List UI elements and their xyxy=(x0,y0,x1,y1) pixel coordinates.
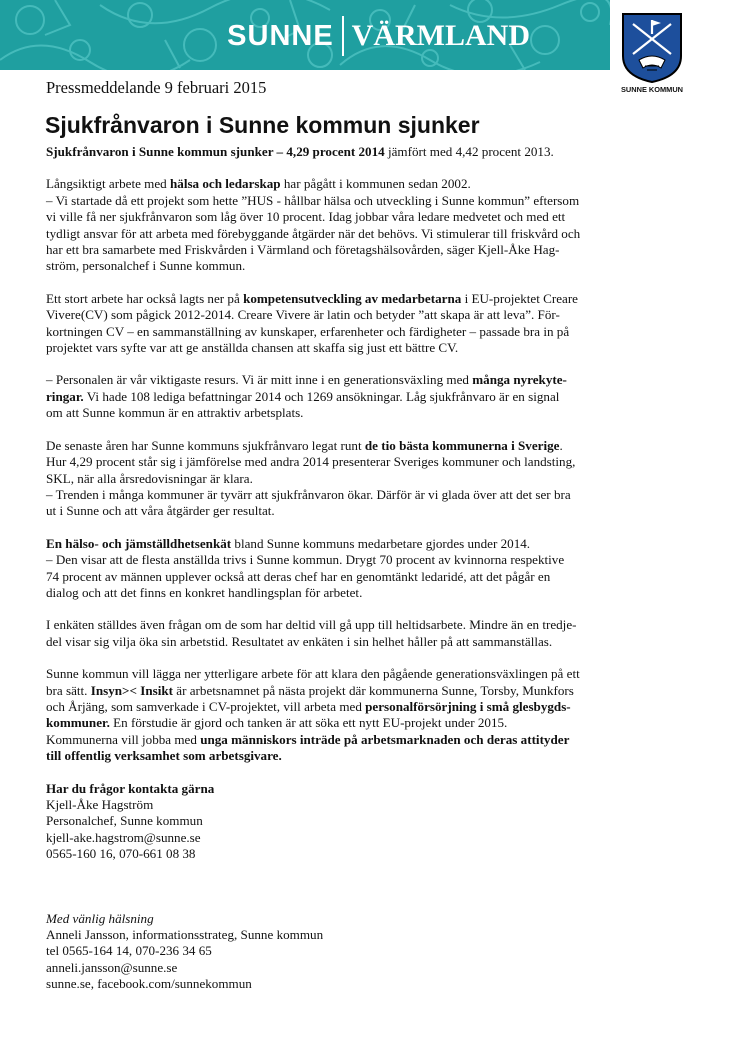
signoff-phone: tel 0565-164 14, 070-236 34 65 xyxy=(46,943,212,959)
text-line xyxy=(46,176,646,192)
text-line: dialog och att det finns en konkret handlingsplan för arbetet. xyxy=(46,584,363,600)
contact-phone: 0565-160 16, 070-661 08 38 xyxy=(46,846,196,862)
text-line: jämfört med 4,42 procent 2013. xyxy=(384,144,554,159)
text-line: projektet vars syfte var att ge anställda chansen att skaffa sig just ett bättre CV. xyxy=(46,340,459,356)
text-line: 74 procent av männen upplever också att deras chef har en genomtänkt ledaridé, att det pågår en xyxy=(46,568,551,584)
brand-varmland: VÄRMLAND xyxy=(351,19,530,52)
text-line: kortningen CV – en sammanställning av kunskaper, erfarenheter och färdigheter – passade bra in på xyxy=(46,323,570,339)
text-line xyxy=(46,715,646,731)
text-line: – Trenden i många kommuner är tyvärr att sjukfrånvaron ökar. Därför är vi glada över att det ser bra xyxy=(46,486,571,502)
text-line xyxy=(46,732,646,748)
text-line: SKL, när alla årsredovisningar är klara. xyxy=(46,470,253,486)
text-line xyxy=(46,438,646,454)
text-line: I enkäten ställdes även frågan om de som har deltid vill gå upp till heltidsarbete. Mindre än en tredje- xyxy=(46,617,577,633)
text-line: och Årjäng, som samverkade i CV-projektet, vill arbeta med xyxy=(46,698,366,714)
text-line xyxy=(46,911,646,927)
text-line: många nyrekyte- xyxy=(472,372,567,388)
text-line: En hälso- och jämställdhetsenkät xyxy=(46,535,232,551)
contact-email[interactable]: kjell-ake.hagstrom@sunne.se xyxy=(46,829,201,845)
contact-role: Personalchef, Sunne kommun xyxy=(46,813,203,829)
text-line: kommuner. xyxy=(46,715,110,731)
text-line: En förstudie är gjord och tanken är att söka ett nytt EU-projekt under 2015. xyxy=(109,715,508,731)
signoff-greeting: Med vänlig hälsning xyxy=(46,910,154,926)
brand-separator xyxy=(342,16,344,56)
text-line: Långsiktigt arbete med xyxy=(46,176,170,192)
text-line: unga människors inträde på arbetsmarknaden och deras attityder xyxy=(200,731,570,747)
page-title: Sjukfrånvaron i Sunne kommun sjunker xyxy=(45,112,480,138)
text-line: – Personalen är vår viktigaste resurs. Vi är mitt inne i en generationsväxling med xyxy=(46,372,473,388)
text-line: Sjukfrånvaron i Sunne kommun sjunker – 4,29 procent 2014 xyxy=(46,144,385,159)
paragraph-3 xyxy=(46,372,646,421)
text-line xyxy=(46,372,646,388)
text-line: tydligt ansvar för att arbeta med förebyggande åtgärder när det behövs. Vi stimulerar till friskvård och xyxy=(46,225,581,241)
text-line: – Den visar att de flesta anställda trivs i Sunne kommun. Drygt 70 procent av kvinnorna respektive xyxy=(46,552,565,568)
text-line: i EU-projektet Creare xyxy=(461,290,578,306)
text-line: bra sätt. xyxy=(46,682,91,698)
text-line: Insyn>< Insikt xyxy=(90,682,173,698)
text-line: Kommunerna vill jobba med xyxy=(46,731,201,747)
text-line: Hur 4,29 procent står sig i jämförelse med andra 2014 presenterar Sveriges kommuner och landsting, xyxy=(46,454,576,470)
paragraph-2 xyxy=(46,291,646,357)
text-line xyxy=(46,389,646,405)
text-line: . xyxy=(559,437,563,453)
text-line: är arbetsnamnet på nästa projekt där kommunerna Sunne, Torsby, Munkfors xyxy=(173,682,574,698)
text-line: ström, personalchef i Sunne kommun. xyxy=(46,258,246,274)
text-line xyxy=(46,683,646,699)
paragraph-1 xyxy=(46,176,646,274)
text-line: bland Sunne kommuns medarbetare gjordes under 2014. xyxy=(231,535,531,551)
text-line xyxy=(46,748,646,764)
text-line: de tio bästa kommunerna i Sverige xyxy=(364,437,560,453)
text-line: till offentlig verksamhet som arbetsgivare. xyxy=(46,748,282,764)
paragraph-6 xyxy=(46,617,646,650)
text-line: ringar. xyxy=(46,388,84,404)
text-line xyxy=(46,144,646,160)
crest-icon xyxy=(621,12,683,84)
text-line xyxy=(46,781,646,797)
brand-wordmark xyxy=(227,16,530,56)
text-line xyxy=(46,291,646,307)
paragraph-7 xyxy=(46,666,646,764)
paragraph-5 xyxy=(46,536,646,602)
header-banner xyxy=(0,0,610,70)
signoff-web[interactable]: sunne.se, facebook.com/sunnekommun xyxy=(46,976,252,992)
press-release-date: Pressmeddelande 9 februari 2015 xyxy=(46,78,267,97)
lead-paragraph xyxy=(46,144,646,160)
text-line: om att Sunne kommun är en attraktiv arbetsplats. xyxy=(46,405,304,421)
article-body xyxy=(46,144,646,1009)
text-line xyxy=(46,536,646,552)
text-line: har pågått i kommunen sedan 2002. xyxy=(280,176,471,192)
text-line xyxy=(46,699,646,715)
text-line: Ett stort arbete har också lagts ner på xyxy=(46,290,244,306)
text-line: De senaste åren har Sunne kommuns sjukfrånvaro legat runt xyxy=(46,437,365,453)
text-line: – Vi startade då ett projekt som hette ”HUS - hållbar hälsa och utveckling i Sunne kommun” eftersom xyxy=(46,192,580,208)
text-line: Vi hade 108 lediga befattningar 2014 och 1269 ansökningar. Låg sjukfrånvaro är en signal xyxy=(83,388,560,404)
contact-heading: Har du frågor kontakta gärna xyxy=(46,780,215,796)
text-line: hälsa och ledarskap xyxy=(170,176,281,192)
text-line: personalförsörjning i små glesbygds- xyxy=(365,698,571,714)
contact-name: Kjell-Åke Hagström xyxy=(46,797,154,812)
text-line: har ett bra samarbete med Friskvården i Värmland och företagshälsovården, säger Kjell-Åke Hag- xyxy=(46,242,560,258)
contact-block xyxy=(46,781,646,863)
paragraph-4 xyxy=(46,438,646,520)
text-line: Vivere(CV) som pågick 2012-2014. Creare Vivere är latin och betyder ”att skapa är att leva”. För- xyxy=(46,307,560,323)
text-line: vi ville få ner sjukfrånvaron som låg över 10 procent. Idag jobbar våra ledare medvetet och med ett xyxy=(46,209,566,225)
crest-caption: SUNNE KOMMUN xyxy=(621,85,683,94)
text-line: del visar sig vilja öka sin arbetstid. Resultatet av enkäten i sin helhet håller på att sammanställas. xyxy=(46,633,553,649)
text-line: kompetensutveckling av medarbetarna xyxy=(243,290,462,306)
signoff-email[interactable]: anneli.jansson@sunne.se xyxy=(46,959,178,975)
text-line: ut i Sunne och att våra åtgärder ger resultat. xyxy=(46,503,275,519)
text-line: Sunne kommun vill lägga ner ytterligare arbete för att klara den pågående generationsväxlingen på ett xyxy=(46,666,580,682)
signoff-name: Anneli Jansson, informationsstrateg, Sunne kommun xyxy=(46,927,324,943)
brand-sunne: SUNNE xyxy=(227,19,334,52)
signoff-block xyxy=(46,911,646,993)
